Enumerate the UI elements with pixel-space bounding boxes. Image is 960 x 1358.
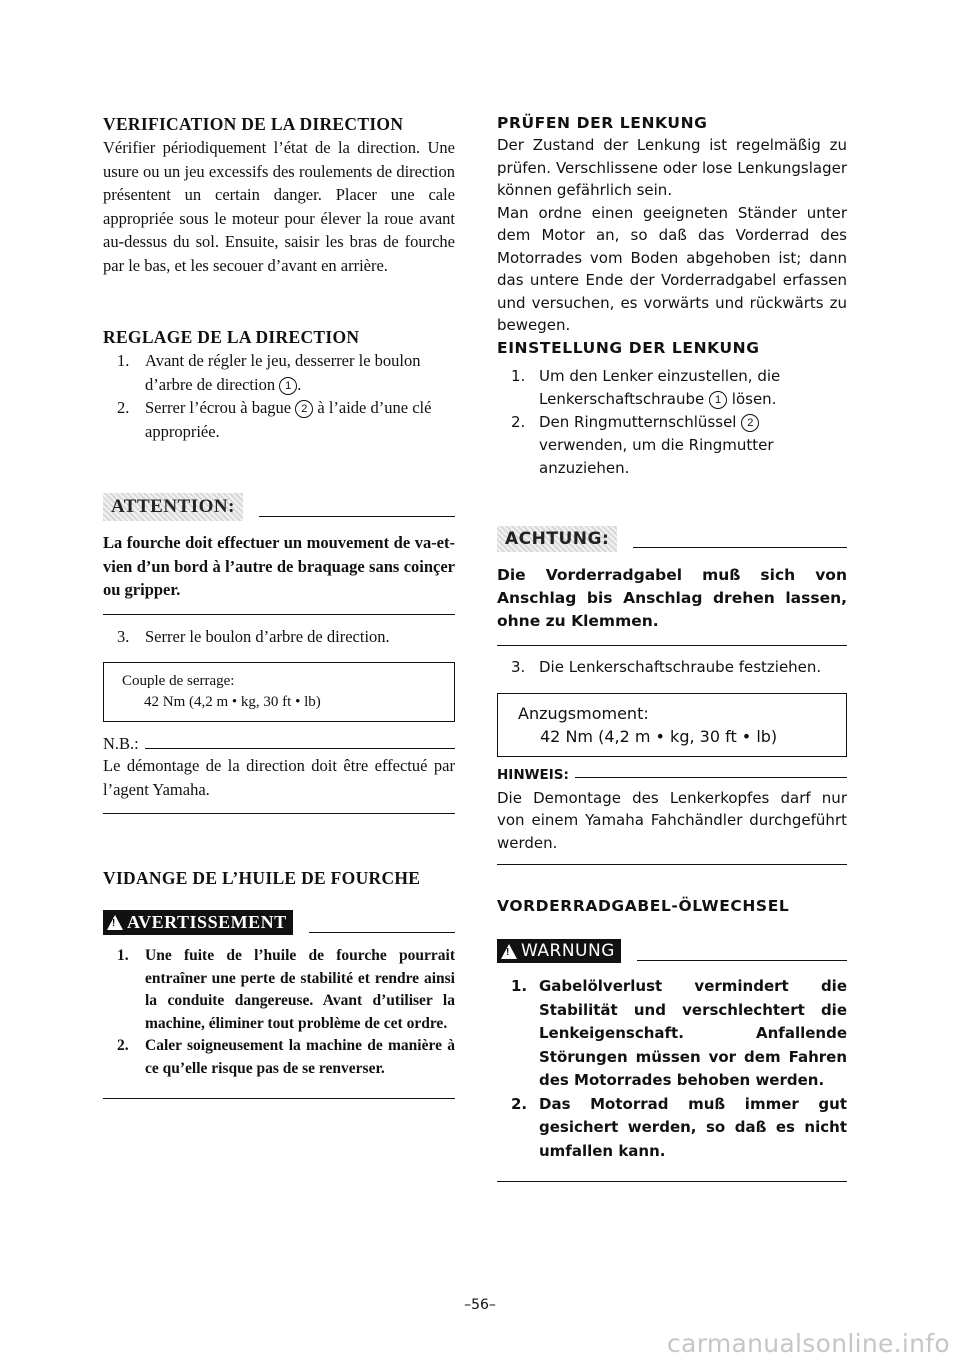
divider <box>259 516 455 517</box>
step-number: 3. <box>511 657 526 676</box>
warning-badge <box>103 910 293 935</box>
fr-torque-box <box>103 662 455 722</box>
page-number: –56– <box>464 1297 496 1313</box>
german-column <box>497 112 847 1182</box>
warning-triangle-icon: ! <box>501 944 517 959</box>
warning-text: Das Motorrad muß immer gut gesichert werden, so daß es nicht umfallen kann. <box>539 1094 847 1160</box>
callout-1-icon: 1 <box>279 377 297 395</box>
step-number: 2. <box>117 398 130 417</box>
warning-number: 2. <box>511 1094 528 1113</box>
de-reglage-title: EINSTELLUNG DER LENKUNG <box>497 338 760 357</box>
nb-label: N.B.: <box>103 734 139 753</box>
step-after: verwenden, um die Ringmutter anzuziehen. <box>539 435 774 477</box>
warning-text: Gabelölverlust vermindert die Stabilität und verschlechtert die Lenkeigenschaft. Anfallende Störungen müssen vor dem Fahren des Motorrades behoben werden. <box>539 977 847 1089</box>
divider <box>309 932 455 933</box>
divider <box>575 777 847 778</box>
attention-badge: ACHTUNG: <box>497 526 617 552</box>
fr-attention-header <box>103 493 455 521</box>
list-item <box>497 656 847 679</box>
warning-label: AVERTISSEMENT <box>127 912 287 932</box>
de-attention-header <box>497 526 847 552</box>
nb-label: HINWEIS: <box>497 766 569 783</box>
callout-1-icon: 1 <box>709 391 727 409</box>
torque-value: 42 Nm (4,2 m • kg, 30 ft • lb) <box>540 726 778 746</box>
divider <box>497 1181 847 1182</box>
callout-2-icon: 2 <box>741 414 759 432</box>
de-vidange-title: VORDERRADGABEL-ÖLWECHSEL <box>497 897 790 915</box>
warning-triangle-icon: ! <box>107 915 123 930</box>
fr-step3 <box>103 625 455 649</box>
step-number: 1. <box>117 351 130 370</box>
step-after: . <box>297 374 302 394</box>
step-text: Serrer le boulon d’arbre de direction. <box>145 626 390 646</box>
list-item <box>497 1093 847 1164</box>
fr-nb-header <box>103 734 455 754</box>
warning-number: 1. <box>511 977 528 995</box>
de-attention-text: Die Vorderradgabel muß sich von Anschlag bis Anschlag drehen lassen, ohne zu Klemmen. <box>497 565 847 630</box>
warning-number: 1. <box>117 947 129 964</box>
list-item <box>497 411 847 480</box>
warning-label: WARNUNG <box>521 941 615 961</box>
step-text: Avant de régler le jeu, desserrer le boulon d’arbre de direction <box>145 351 421 394</box>
fr-reglage-title: REGLAGE DE LA DIRECTION <box>103 327 360 347</box>
divider <box>633 547 847 548</box>
torque-label: Anzugsmoment: <box>518 703 649 723</box>
de-torque-box <box>497 693 847 757</box>
step-text: Den Ringmutternschlüssel <box>539 412 737 431</box>
fr-warnings <box>103 945 455 1080</box>
de-verif-text: Der Zustand der Lenkung ist regelmäßig zu prüfen. Verschlissene oder lose Lenkungslager können gefährlich sein. <box>497 136 847 199</box>
de-nb-header <box>497 767 847 783</box>
step-text: Die Lenkerschaftschraube festziehen. <box>539 657 822 676</box>
list-item <box>103 349 455 396</box>
fr-steps <box>103 349 455 443</box>
list-item <box>497 975 847 1093</box>
step-text: Um den Lenker einzustellen, die Lenkerschaftschraube <box>539 366 781 408</box>
de-nb-text: Die Demontage des Lenkerkopfes darf nur von einem Yamaha Fahchändler durchgeführt werden. <box>497 788 847 852</box>
list-item <box>103 945 455 1035</box>
de-verif-text-2: Man ordne einen geeigneten Ständer unter dem Motor an, so daß das Vorderrad des Motorrades vom Boden abgehoben ist; dann das untere Ende der Vorderradgabel erfassen und versuchen, es vorwärts und rückwärts zu bewegen. <box>497 203 847 334</box>
fr-attention-text: La fourche doit effectuer un mouvement de va-et-vien d’un bord à l’autre de braquage sans coinçer ou gripper. <box>103 533 455 599</box>
divider <box>145 748 455 749</box>
de-steps <box>497 365 847 480</box>
french-column <box>103 112 455 1099</box>
fr-vidange-title: VIDANGE DE L’HUILE DE FOURCHE <box>103 868 421 888</box>
de-warnings <box>497 975 847 1163</box>
divider <box>637 960 847 961</box>
de-verif-title: PRÜFEN DER LENKUNG <box>497 114 708 132</box>
list-item <box>103 625 455 649</box>
warning-badge <box>497 939 621 963</box>
step-text: Serrer l’écrou à bague <box>145 398 292 417</box>
warning-text: Caler soigneusement la machine de manière à ce qu’elle risque pas de se renverser. <box>145 1037 455 1077</box>
step-number: 1. <box>511 366 526 385</box>
list-item <box>103 1035 455 1080</box>
warning-number: 2. <box>117 1037 129 1054</box>
attention-badge: ATTENTION: <box>103 493 243 521</box>
step-after: lösen. <box>731 389 777 408</box>
torque-label: Couple de serrage: <box>122 673 235 689</box>
step-number: 2. <box>511 412 526 431</box>
list-item <box>497 365 847 411</box>
de-warning-header <box>497 939 847 963</box>
torque-value: 42 Nm (4,2 m • kg, 30 ft • lb) <box>144 694 321 710</box>
callout-2-icon: 2 <box>295 400 313 418</box>
de-step3 <box>497 656 847 679</box>
watermark: carmanualsonline.info <box>667 1329 950 1358</box>
fr-nb-text: Le démontage de la direction doit être effectué par l’agent Yamaha. <box>103 756 455 799</box>
list-item <box>103 396 455 443</box>
step-after: à l’aide d’une clé appropriée. <box>145 398 432 441</box>
fr-warning-header <box>103 910 455 935</box>
fr-verif-title: VERIFICATION DE LA DIRECTION <box>103 114 404 134</box>
fr-verif-text: Vérifier périodiquement l’état de la direction. Une usure ou un jeu excessifs des roulements de direction présentent un certain danger. Placer une cale appropriée sous le moteur pour élever la roue avant au-dessus du sol. Ensuite, saisir les bras de fourche par le bas, et les secouer d’avant en arrière. <box>103 138 455 275</box>
step-number: 3. <box>117 626 130 646</box>
divider <box>103 1098 455 1099</box>
warning-text: Une fuite de l’huile de fourche pourrait entraîner une perte de stabilité et rendre ainsi la conduite dangereuse. Avant d’utiliser la machine, éliminer tout problème de cet ordre. <box>145 947 455 1032</box>
